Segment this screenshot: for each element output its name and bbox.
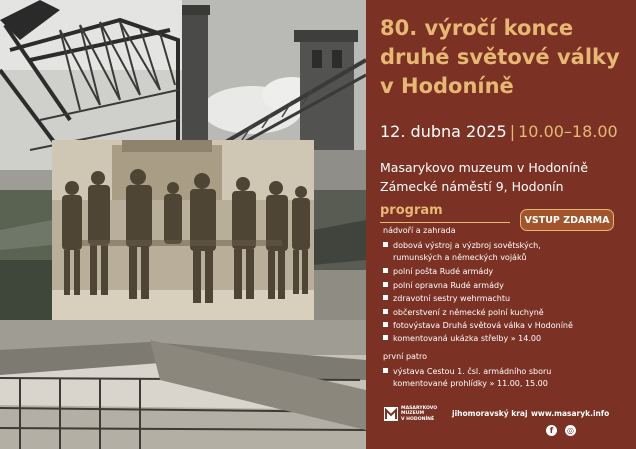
program-item-continuation [383, 378, 548, 390]
bullet-icon [383, 368, 388, 373]
venue [380, 158, 588, 196]
bullet-icon [383, 309, 388, 314]
side-strip-photo [0, 190, 52, 320]
item-text: občerstvení z německé polní kuchyně [393, 308, 544, 317]
bullet-icon [383, 335, 388, 340]
logo-text-line: MUZEUM [401, 411, 425, 417]
logo-text-line: MASARYKOVO [401, 406, 438, 411]
soldiers-photo [52, 140, 314, 320]
bullet-icon [383, 282, 388, 287]
program-heading: program [380, 203, 443, 218]
program-divider [380, 222, 510, 223]
section-title-courtyard: nádvoří a zahrada [383, 226, 456, 235]
logo-text-line: V HODONÍNĚ [401, 416, 435, 422]
item-text: fotovýstava Druhá světová válka v Hodoníně [393, 321, 573, 330]
region-logo[interactable]: jihomoravský kraj [452, 409, 528, 418]
museum-logo-icon [384, 407, 398, 421]
bullet-icon [383, 268, 388, 273]
venue-address: Zámecké náměstí 9, Hodonín [380, 179, 564, 194]
program-item [383, 333, 541, 345]
title-line: v Hodoníně [380, 74, 514, 98]
website-link[interactable]: www.masaryk.info [531, 409, 610, 418]
free-entry-badge: VSTUP ZDARMA [520, 209, 614, 231]
bullet-icon [383, 242, 388, 247]
bullet-icon [383, 295, 388, 300]
title-line: 80. výročí konce [380, 16, 574, 40]
date-separator: | [509, 122, 516, 141]
bullet-icon [383, 322, 388, 327]
item-text: zdravotní sestry wehrmachtu [393, 294, 511, 303]
program-item [383, 266, 493, 278]
venue-name: Masarykovo muzeum v Hodoníně [380, 160, 589, 175]
item-text: komentované prohlídky » 11.00, 15.00 [393, 379, 548, 388]
program-item-continuation [383, 252, 526, 264]
item-text: dobová výstroj a výzbroj sovětských, [393, 241, 541, 250]
museum-logo[interactable] [384, 406, 437, 422]
item-text: výstava Cestou 1. čsl. armádního sboru [393, 367, 552, 376]
side-strip-photo-right [313, 190, 366, 320]
program-item [383, 320, 573, 332]
program-item [383, 366, 551, 378]
instagram-icon[interactable]: ◎ [565, 425, 576, 436]
item-text: polní opravna Rudé armády [393, 281, 504, 290]
program-item [383, 307, 544, 319]
event-date-time [380, 122, 618, 141]
item-text: komentovaná ukázka střelby » 14.00 [393, 334, 542, 343]
event-time: 10.00–18.00 [518, 122, 618, 141]
item-text: rumunských a německých vojáků [393, 252, 527, 262]
event-date: 12. dubna 2025 [380, 122, 507, 141]
item-text: polní pošta Rudé armády [393, 267, 494, 276]
title-line: druhé světové války [380, 45, 620, 69]
program-item [383, 293, 510, 305]
event-title [380, 14, 620, 101]
facebook-icon[interactable]: f [546, 425, 557, 436]
museum-logo-text [401, 406, 437, 422]
section-title-first-floor: první patro [383, 352, 428, 361]
boats-photo [0, 320, 366, 449]
program-item [383, 280, 504, 292]
program-item [383, 240, 541, 252]
